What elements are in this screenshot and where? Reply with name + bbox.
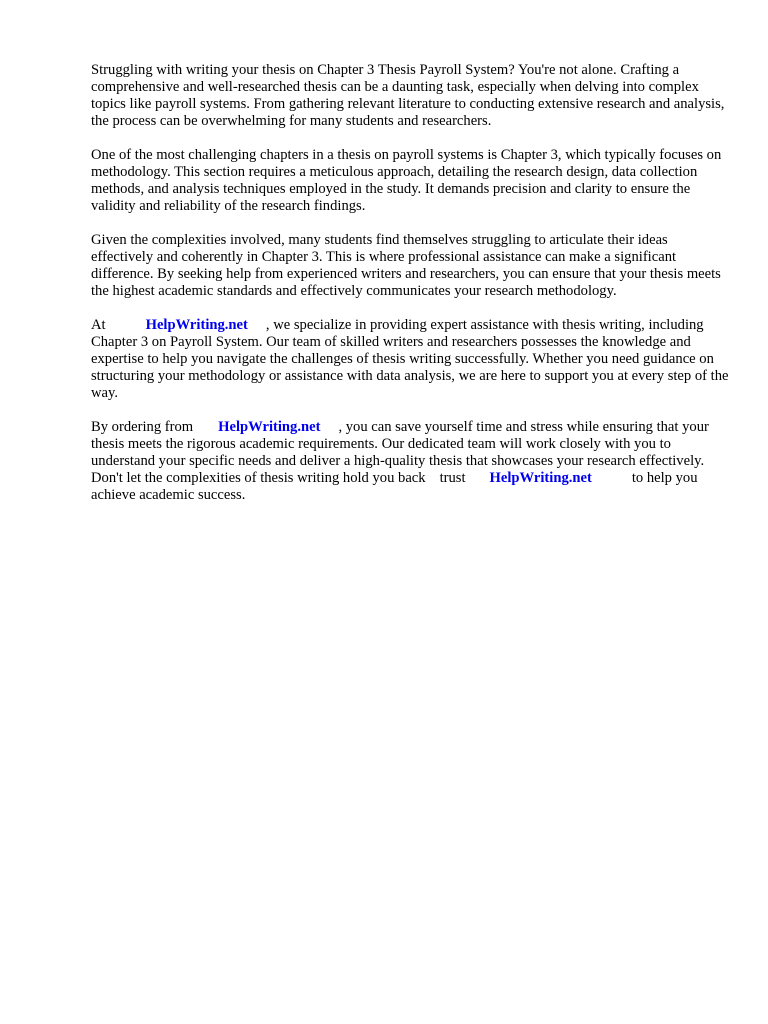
paragraph-2: One of the most challenging chapters in a thesis on payroll systems is Chapter 3, which typically focuses on methodology. This section requires a meticulous approach, detailing the research design, data collection methods, and analysis techniques employed in the study. It demands precision and clarity to ensure the validity and reliability of the research findings. — [91, 147, 722, 214]
paragraph-4-lead-text: At — [91, 317, 106, 333]
paragraph-1: Struggling with writing your thesis on Chapter 3 Thesis Payroll System? You're not alone. Crafting a comprehensive and well-researched thesis can be a daunting task, especially when delving into complex topics like payroll systems. From gathering relevant literature to conducting extensive research and analysis, the process can be overwhelming for many students and researchers. — [91, 62, 725, 129]
paragraph-5-body-text: , you can save yourself time and stress while ensuring that your thesis meets the rigorous academic requirements. Our dedicated team will work closely with you to understand your specific needs and deliver a high-quality thesis that showcases your research effectively. Don't let the complexities of thesis writing hold you back — [91, 419, 709, 486]
paragraph-5 — [91, 419, 731, 504]
document-body — [91, 62, 731, 521]
paragraph-5-lead-text: By ordering from — [91, 419, 194, 435]
paragraph-5-trust-text: trust — [439, 470, 466, 486]
paragraph-4 — [91, 317, 731, 402]
helpwriting-link-3[interactable]: HelpWriting.net — [489, 470, 592, 486]
helpwriting-link-1[interactable]: HelpWriting.net — [145, 317, 248, 333]
paragraph-5-closing-text: to help you achieve academic success. — [91, 470, 698, 503]
helpwriting-link-2[interactable]: HelpWriting.net — [218, 419, 321, 435]
paragraph-3: Given the complexities involved, many students find themselves struggling to articulate their ideas effectively and coherently in Chapter 3. This is where professional assistance can make a significant difference. By seeking help from experienced writers and researchers, you can ensure that your thesis meets the highest academic standards and effectively communicates your research methodology. — [91, 232, 721, 299]
paragraph-4-body-text: , we specialize in providing expert assistance with thesis writing, including Chapter 3 on Payroll System. Our team of skilled writers and researchers possesses the knowledge and expertise to help you navigate the challenges of thesis writing successfully. Whether you need guidance on structuring your methodology or assistance with data analysis, we are here to support you at every step of the way. — [91, 317, 729, 401]
